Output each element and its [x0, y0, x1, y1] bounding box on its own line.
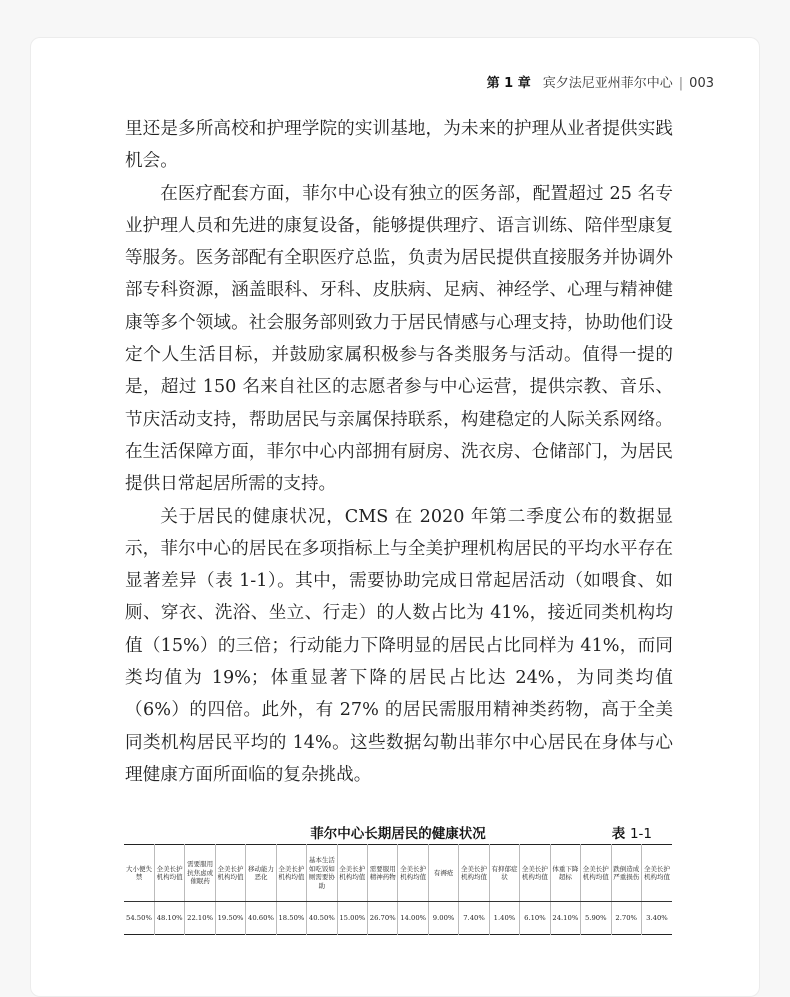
column-header: 全美长护机构均值	[276, 845, 306, 902]
table-cell: 14.00%	[398, 902, 428, 935]
table-cell: 54.50%	[124, 902, 154, 935]
paragraph: 在医疗配套方面，菲尔中心设有独立的医务部，配置超过 25 名专业护理人员和先进的康复设备，能够提供理疗、语言训练、陪伴型康复等服务。医务部配有全职医疗总监，负责为居民提供直接服务并协调外部专科资源，涵盖眼科、牙科、皮肤病、足病、神经学、心理与精神健康等多个领域。社会服务部则致力于居民情感与心理支持，协助他们设定个人生活目标，并鼓励家属积极参与各类服务与活动。值得一提的是，超过 150 名来自社区的志愿者参与中心运营，提供宗教、音乐、节庆活动支持，帮助居民与亲属保持联系，构建稳定的人际关系网络。在生活保障方面，菲尔中心内部拥有厨房、洗衣房、仓储部门，为居民提供日常起居所需的支持。	[125, 183, 673, 495]
column-header: 需要服用精神药物	[368, 845, 398, 902]
table-cell: 9.00%	[428, 902, 458, 935]
table-cell: 22.10%	[185, 902, 215, 935]
column-header: 全美长护机构均值	[459, 845, 489, 902]
column-header: 跌倒造成严重损伤	[611, 845, 641, 902]
running-header	[438, 72, 714, 91]
table-cell: 40.50%	[307, 902, 337, 935]
table-cell: 7.40%	[459, 902, 489, 935]
table-cell: 24.10%	[550, 902, 580, 935]
paragraph: 里还是多所高校和护理学院的实训基地，为未来的护理从业者提供实践机会。	[125, 119, 673, 172]
table-cell: 48.10%	[154, 902, 184, 935]
column-header: 全美长护机构均值	[154, 845, 184, 902]
table-number-value: 1-1	[629, 826, 652, 842]
health-table-section	[124, 822, 672, 935]
table-title	[124, 822, 672, 844]
table-row	[124, 902, 672, 935]
table-cell: 6.10%	[520, 902, 550, 935]
table-label: 表	[611, 826, 626, 842]
paragraph: 关于居民的健康状况，CMS 在 2020 年第二季度公布的数据显示，菲尔中心的居民在多项指标上与全美护理机构居民的平均水平存在显著差异（表 1-1）。其中，需要协助完成日常起居活动（如喂食、如厕、穿衣、洗浴、坐立、行走）的人数占比为 41%，接近同类机构均值（15%）的三倍；行动能力下降明显的居民占比同样为 41%，而同类均值为 19%；体重显著下降的居民占比达 24%，为同类均值（6%）的四倍。此外，有 27% 的居民需服用精神类药物，高于全美同类机构居民平均的 14%。这些数据勾勒出菲尔中心居民在身体与心理健康方面所面临的复杂挑战。	[125, 506, 673, 785]
column-header: 体重下降超标	[550, 845, 580, 902]
column-header: 大小便失禁	[124, 845, 154, 902]
page-number: 003	[689, 76, 714, 91]
chapter-title: 宾夕法尼亚州菲尔中心	[542, 76, 673, 91]
column-header: 全美长护机构均值	[398, 845, 428, 902]
table-header-row	[124, 845, 672, 902]
health-table	[124, 844, 672, 935]
table-cell: 26.70%	[368, 902, 398, 935]
chapter-label: 第 1 章	[486, 76, 531, 91]
body-text	[125, 113, 673, 791]
table-cell: 18.50%	[276, 902, 306, 935]
table-caption: 菲尔中心长期居民的健康状况	[310, 826, 486, 842]
column-header: 全美长护机构均值	[581, 845, 611, 902]
header-separator: |	[678, 76, 684, 91]
column-header: 需要服用抗焦虑或催眠药	[185, 845, 215, 902]
table-cell: 3.40%	[646, 914, 668, 922]
table-cell: 15.00%	[337, 902, 367, 935]
table-cell: 2.70%	[611, 902, 641, 935]
column-header: 全美长护机构均值	[215, 845, 245, 902]
table-cell: 5.90%	[581, 902, 611, 935]
table-cell: 19.50%	[215, 902, 245, 935]
table-number	[612, 822, 652, 842]
column-header: 全美长护机构均值	[641, 845, 672, 902]
table-cell: 1.40%	[489, 902, 519, 935]
column-header: 有抑郁症状	[489, 845, 519, 902]
column-header: 移动能力恶化	[246, 845, 276, 902]
column-header: 全美长护机构均值	[337, 845, 367, 902]
table-cell: 40.60%	[246, 902, 276, 935]
column-header: 基本生活如吃饭如厕需要协助	[307, 845, 337, 902]
column-header: 有褥疮	[428, 845, 458, 902]
column-header: 全美长护机构均值	[520, 845, 550, 902]
